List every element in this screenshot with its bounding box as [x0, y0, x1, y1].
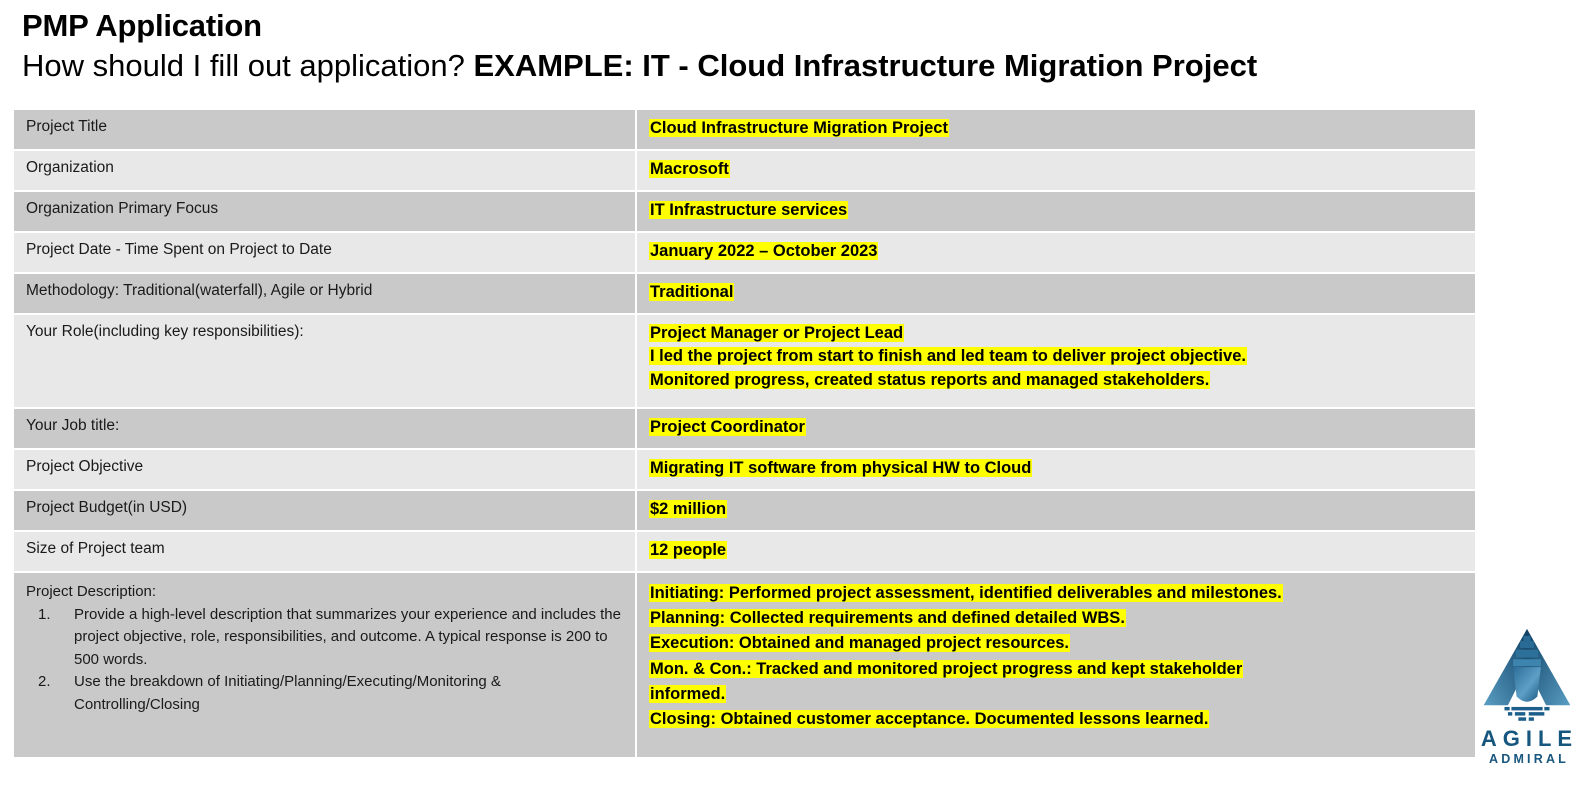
value-line — [649, 117, 1465, 140]
table-cell-label: Methodology: Traditional(waterfall), Agile or Hybrid — [14, 274, 635, 313]
table-cell-label — [14, 573, 635, 757]
table-row-description — [14, 573, 1475, 757]
table-cell-label: Project Date - Time Spent on Project to Date — [14, 233, 635, 272]
value-line — [649, 158, 1465, 181]
table-cell-label: Organization Primary Focus — [14, 192, 635, 231]
page-title: PMP Application — [22, 8, 262, 43]
highlighted-text: $2 million — [650, 500, 727, 518]
description-heading: Project Description: — [26, 583, 157, 600]
table-cell-label: Your Role(including key responsibilities): — [14, 315, 635, 407]
table-cell-value — [637, 274, 1475, 313]
value-line — [649, 369, 1465, 392]
highlighted-text: Initiating: Performed project assessment, identified deliverables and milestones. — [650, 584, 1282, 602]
highlighted-text: Closing: Obtained customer acceptance. Documented lessons learned. — [650, 710, 1209, 729]
highlighted-text: Traditional — [650, 283, 734, 301]
value-line — [649, 281, 1465, 304]
table-row — [14, 315, 1475, 407]
value-line — [649, 498, 1465, 521]
table-row — [14, 192, 1475, 231]
table-cell-value — [637, 233, 1475, 272]
table-cell-value — [637, 315, 1475, 407]
highlighted-text: 12 people — [650, 541, 727, 559]
value-line — [649, 416, 1465, 439]
table-cell-value — [637, 151, 1475, 190]
logo-text-admiral: ADMIRAL — [1488, 752, 1570, 766]
highlighted-text: IT Infrastructure services — [650, 201, 848, 219]
table-row — [14, 491, 1475, 530]
value-line — [649, 539, 1465, 562]
table-cell-label: Project Objective — [14, 450, 635, 489]
table-row — [14, 151, 1475, 190]
application-form-table — [14, 110, 1475, 759]
highlighted-text: informed. — [650, 684, 726, 703]
value-line — [649, 631, 1465, 656]
table-row — [14, 274, 1475, 313]
highlighted-text: Macrosoft — [650, 160, 729, 178]
table-cell-value — [637, 110, 1475, 149]
title-block — [22, 8, 1522, 86]
highlighted-text: Monitored progress, created status reports and managed stakeholders. — [650, 370, 1210, 389]
value-line — [649, 322, 1465, 345]
table-cell-label: Size of Project team — [14, 532, 635, 571]
table-cell-value — [637, 573, 1475, 757]
highlighted-text: Project Coordinator — [650, 418, 805, 436]
table-cell-value — [637, 491, 1475, 530]
highlighted-text: I led the project from start to finish and led team to deliver project objective. — [650, 347, 1246, 366]
highlighted-text: Migrating IT software from physical HW to Cloud — [650, 459, 1032, 477]
description-instruction-list — [26, 604, 625, 717]
highlighted-text: Execution: Obtained and managed project resources. — [650, 634, 1070, 653]
value-line — [649, 199, 1465, 222]
table-cell-value — [637, 450, 1475, 489]
value-line — [649, 581, 1465, 606]
table-cell-label: Project Title — [14, 110, 635, 149]
table-row — [14, 409, 1475, 448]
table-cell-label: Organization — [14, 151, 635, 190]
subtitle-example: EXAMPLE: IT - Cloud Infrastructure Migration Project — [473, 47, 1258, 83]
highlighted-text: Project Manager or Project Lead — [650, 324, 904, 342]
table-row — [14, 450, 1475, 489]
agile-admiral-logo — [1468, 622, 1586, 790]
subtitle-question: How should I fill out application? — [22, 47, 474, 83]
highlighted-text: Cloud Infrastructure Migration Project — [650, 119, 948, 137]
table-cell-value — [637, 532, 1475, 571]
table-cell-label: Your Job title: — [14, 409, 635, 448]
logo-text-agile: AGILE — [1480, 726, 1579, 751]
ship-arrow-icon — [1475, 622, 1579, 726]
highlighted-text: Mon. & Con.: Tracked and monitored project progress and kept stakeholder — [650, 659, 1243, 678]
value-line — [649, 682, 1465, 707]
highlighted-text: January 2022 – October 2023 — [650, 242, 878, 260]
highlighted-text: Planning: Collected requirements and defined detailed WBS. — [650, 609, 1125, 628]
value-line — [649, 657, 1465, 682]
table-row — [14, 233, 1475, 272]
list-item: Use the breakdown of Initiating/Planning/Executing/Monitoring & Controlling/Closing — [74, 673, 501, 713]
table-row — [14, 532, 1475, 571]
value-line — [649, 707, 1465, 732]
table-row — [14, 110, 1475, 149]
value-line — [649, 606, 1465, 631]
table-cell-value — [637, 192, 1475, 231]
page-subtitle — [22, 45, 1522, 87]
value-line — [649, 240, 1465, 263]
list-item: Provide a high-level description that summarizes your experience and includes the project objective, role, responsibilities, and outcome. A typical response is 200 to 500 words. — [74, 605, 621, 668]
value-line — [649, 345, 1465, 368]
table-cell-label: Project Budget(in USD) — [14, 491, 635, 530]
table-cell-value — [637, 409, 1475, 448]
value-line — [649, 457, 1465, 480]
